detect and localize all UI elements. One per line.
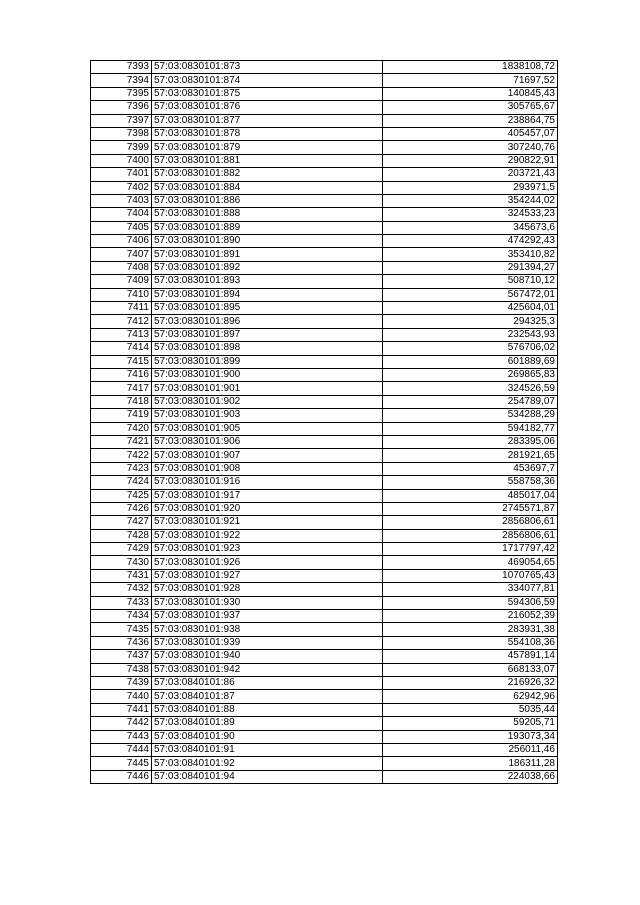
value-cell: 283931,38 <box>383 623 558 636</box>
row-number-cell: 7433 <box>91 596 152 609</box>
row-number-cell: 7396 <box>91 101 152 114</box>
value-cell: 216052,39 <box>383 610 558 623</box>
row-number-cell: 7393 <box>91 61 152 74</box>
cadastral-number-cell: 57:03:0830101:927 <box>152 569 383 582</box>
value-cell: 457891,14 <box>383 650 558 663</box>
cadastral-number-cell: 57:03:0830101:886 <box>152 194 383 207</box>
table-row <box>91 74 558 87</box>
table-row <box>91 529 558 542</box>
value-cell: 324533,23 <box>383 208 558 221</box>
cadastral-number-cell: 57:03:0830101:889 <box>152 221 383 234</box>
row-number-cell: 7441 <box>91 703 152 716</box>
row-number-cell: 7412 <box>91 315 152 328</box>
row-number-cell: 7406 <box>91 235 152 248</box>
table-row <box>91 556 558 569</box>
cadastral-number-cell: 57:03:0830101:905 <box>152 422 383 435</box>
value-cell: 534288,29 <box>383 409 558 422</box>
row-number-cell: 7398 <box>91 127 152 140</box>
table-row <box>91 194 558 207</box>
table-row <box>91 583 558 596</box>
row-number-cell: 7425 <box>91 489 152 502</box>
value-cell: 594306,59 <box>383 596 558 609</box>
cadastral-number-cell: 57:03:0840101:88 <box>152 703 383 716</box>
table-row <box>91 663 558 676</box>
table-row <box>91 543 558 556</box>
cadastral-number-cell: 57:03:0840101:86 <box>152 676 383 689</box>
value-cell: 354244,02 <box>383 194 558 207</box>
table-row <box>91 743 558 756</box>
value-cell: 269865,83 <box>383 368 558 381</box>
row-number-cell: 7408 <box>91 261 152 274</box>
value-cell: 59205,71 <box>383 717 558 730</box>
table-row <box>91 690 558 703</box>
row-number-cell: 7400 <box>91 154 152 167</box>
table-row <box>91 516 558 529</box>
row-number-cell: 7435 <box>91 623 152 636</box>
table-row <box>91 623 558 636</box>
cadastral-number-cell: 57:03:0830101:891 <box>152 248 383 261</box>
table-row <box>91 342 558 355</box>
cadastral-number-cell: 57:03:0840101:94 <box>152 770 383 783</box>
value-cell: 307240,76 <box>383 141 558 154</box>
value-cell: 567472,01 <box>383 288 558 301</box>
table-row <box>91 275 558 288</box>
value-cell: 345673,6 <box>383 221 558 234</box>
cadastral-number-cell: 57:03:0830101:920 <box>152 502 383 515</box>
cadastral-number-cell: 57:03:0830101:908 <box>152 462 383 475</box>
table-row <box>91 476 558 489</box>
table-row <box>91 596 558 609</box>
table-row <box>91 462 558 475</box>
row-number-cell: 7397 <box>91 114 152 127</box>
cadastral-number-cell: 57:03:0830101:875 <box>152 87 383 100</box>
row-number-cell: 7421 <box>91 435 152 448</box>
value-cell: 256011,46 <box>383 743 558 756</box>
table-row <box>91 703 558 716</box>
table-row <box>91 302 558 315</box>
cadastral-number-cell: 57:03:0830101:890 <box>152 235 383 248</box>
cadastral-number-cell: 57:03:0830101:892 <box>152 261 383 274</box>
row-number-cell: 7440 <box>91 690 152 703</box>
cadastral-number-cell: 57:03:0830101:877 <box>152 114 383 127</box>
cadastral-number-cell: 57:03:0840101:87 <box>152 690 383 703</box>
table-row <box>91 368 558 381</box>
cadastral-number-cell: 57:03:0840101:89 <box>152 717 383 730</box>
cadastral-number-cell: 57:03:0830101:895 <box>152 302 383 315</box>
row-number-cell: 7394 <box>91 74 152 87</box>
table-row <box>91 435 558 448</box>
cadastral-number-cell: 57:03:0830101:900 <box>152 368 383 381</box>
value-cell: 425604,01 <box>383 302 558 315</box>
cadastral-number-cell: 57:03:0830101:906 <box>152 435 383 448</box>
cadastral-number-cell: 57:03:0830101:893 <box>152 275 383 288</box>
table-row <box>91 208 558 221</box>
cadastral-number-cell: 57:03:0830101:928 <box>152 583 383 596</box>
table-row <box>91 141 558 154</box>
cadastral-number-cell: 57:03:0830101:873 <box>152 61 383 74</box>
row-number-cell: 7420 <box>91 422 152 435</box>
table-row <box>91 569 558 582</box>
table-row <box>91 676 558 689</box>
cadastral-number-cell: 57:03:0830101:903 <box>152 409 383 422</box>
table-row <box>91 502 558 515</box>
row-number-cell: 7439 <box>91 676 152 689</box>
row-number-cell: 7395 <box>91 87 152 100</box>
value-cell: 238864,75 <box>383 114 558 127</box>
row-number-cell: 7417 <box>91 382 152 395</box>
cadastral-number-cell: 57:03:0830101:937 <box>152 610 383 623</box>
table-row <box>91 248 558 261</box>
row-number-cell: 7422 <box>91 449 152 462</box>
value-cell: 283395,06 <box>383 435 558 448</box>
cadastral-number-cell: 57:03:0830101:907 <box>152 449 383 462</box>
cadastral-number-cell: 57:03:0840101:91 <box>152 743 383 756</box>
row-number-cell: 7407 <box>91 248 152 261</box>
table-row <box>91 127 558 140</box>
value-cell: 474292,43 <box>383 235 558 248</box>
row-number-cell: 7445 <box>91 757 152 770</box>
data-table <box>90 60 558 784</box>
cadastral-number-cell: 57:03:0830101:922 <box>152 529 383 542</box>
cadastral-number-cell: 57:03:0830101:939 <box>152 636 383 649</box>
cadastral-number-cell: 57:03:0830101:882 <box>152 168 383 181</box>
value-cell: 5035,44 <box>383 703 558 716</box>
cadastral-number-cell: 57:03:0840101:90 <box>152 730 383 743</box>
cadastral-number-cell: 57:03:0830101:916 <box>152 476 383 489</box>
table-row <box>91 422 558 435</box>
cadastral-number-cell: 57:03:0830101:923 <box>152 543 383 556</box>
value-cell: 576706,02 <box>383 342 558 355</box>
table-row <box>91 221 558 234</box>
table-row <box>91 717 558 730</box>
row-number-cell: 7399 <box>91 141 152 154</box>
value-cell: 216926,32 <box>383 676 558 689</box>
row-number-cell: 7434 <box>91 610 152 623</box>
row-number-cell: 7405 <box>91 221 152 234</box>
table-row <box>91 288 558 301</box>
table-row <box>91 757 558 770</box>
row-number-cell: 7436 <box>91 636 152 649</box>
cadastral-number-cell: 57:03:0830101:940 <box>152 650 383 663</box>
table-row <box>91 730 558 743</box>
value-cell: 203721,43 <box>383 168 558 181</box>
table-row <box>91 114 558 127</box>
cadastral-number-cell: 57:03:0830101:926 <box>152 556 383 569</box>
value-cell: 140845,43 <box>383 87 558 100</box>
row-number-cell: 7431 <box>91 569 152 582</box>
table-row <box>91 315 558 328</box>
table-row <box>91 328 558 341</box>
row-number-cell: 7411 <box>91 302 152 315</box>
row-number-cell: 7438 <box>91 663 152 676</box>
table-row <box>91 87 558 100</box>
value-cell: 353410,82 <box>383 248 558 261</box>
value-cell: 290822,91 <box>383 154 558 167</box>
row-number-cell: 7402 <box>91 181 152 194</box>
table-row <box>91 382 558 395</box>
row-number-cell: 7430 <box>91 556 152 569</box>
value-cell: 453697,7 <box>383 462 558 475</box>
row-number-cell: 7413 <box>91 328 152 341</box>
row-number-cell: 7419 <box>91 409 152 422</box>
value-cell: 186311,28 <box>383 757 558 770</box>
value-cell: 668133,07 <box>383 663 558 676</box>
table-row <box>91 181 558 194</box>
value-cell: 2856806,61 <box>383 516 558 529</box>
value-cell: 508710,12 <box>383 275 558 288</box>
table-row <box>91 449 558 462</box>
row-number-cell: 7442 <box>91 717 152 730</box>
value-cell: 232543,93 <box>383 328 558 341</box>
cadastral-number-cell: 57:03:0830101:881 <box>152 154 383 167</box>
table-row <box>91 61 558 74</box>
row-number-cell: 7426 <box>91 502 152 515</box>
cadastral-number-cell: 57:03:0830101:901 <box>152 382 383 395</box>
cadastral-number-cell: 57:03:0830101:942 <box>152 663 383 676</box>
cadastral-number-cell: 57:03:0830101:874 <box>152 74 383 87</box>
row-number-cell: 7404 <box>91 208 152 221</box>
value-cell: 601889,69 <box>383 355 558 368</box>
row-number-cell: 7428 <box>91 529 152 542</box>
row-number-cell: 7424 <box>91 476 152 489</box>
cadastral-number-cell: 57:03:0830101:921 <box>152 516 383 529</box>
value-cell: 1070765,43 <box>383 569 558 582</box>
table-row <box>91 235 558 248</box>
cadastral-number-cell: 57:03:0840101:92 <box>152 757 383 770</box>
row-number-cell: 7409 <box>91 275 152 288</box>
row-number-cell: 7427 <box>91 516 152 529</box>
cadastral-number-cell: 57:03:0830101:930 <box>152 596 383 609</box>
value-cell: 558758,36 <box>383 476 558 489</box>
value-cell: 2745571,87 <box>383 502 558 515</box>
value-cell: 469054,65 <box>383 556 558 569</box>
value-cell: 224038,66 <box>383 770 558 783</box>
value-cell: 293971,5 <box>383 181 558 194</box>
value-cell: 1838108,72 <box>383 61 558 74</box>
table-row <box>91 489 558 502</box>
value-cell: 193073,34 <box>383 730 558 743</box>
table-row <box>91 409 558 422</box>
value-cell: 291394,27 <box>383 261 558 274</box>
table-row <box>91 355 558 368</box>
table-row <box>91 650 558 663</box>
table-row <box>91 154 558 167</box>
value-cell: 254789,07 <box>383 395 558 408</box>
cadastral-number-cell: 57:03:0830101:879 <box>152 141 383 154</box>
value-cell: 334077,81 <box>383 583 558 596</box>
row-number-cell: 7446 <box>91 770 152 783</box>
value-cell: 324526,59 <box>383 382 558 395</box>
row-number-cell: 7403 <box>91 194 152 207</box>
table-row <box>91 636 558 649</box>
cadastral-number-cell: 57:03:0830101:898 <box>152 342 383 355</box>
cadastral-number-cell: 57:03:0830101:876 <box>152 101 383 114</box>
table-row <box>91 168 558 181</box>
table-row <box>91 610 558 623</box>
row-number-cell: 7401 <box>91 168 152 181</box>
value-cell: 1717797,42 <box>383 543 558 556</box>
value-cell: 2856806,61 <box>383 529 558 542</box>
cadastral-number-cell: 57:03:0830101:902 <box>152 395 383 408</box>
value-cell: 62942,96 <box>383 690 558 703</box>
value-cell: 485017,04 <box>383 489 558 502</box>
row-number-cell: 7414 <box>91 342 152 355</box>
value-cell: 554108,36 <box>383 636 558 649</box>
table-body <box>91 61 558 784</box>
cadastral-number-cell: 57:03:0830101:899 <box>152 355 383 368</box>
value-cell: 294325,3 <box>383 315 558 328</box>
row-number-cell: 7437 <box>91 650 152 663</box>
table-row <box>91 261 558 274</box>
value-cell: 305765,67 <box>383 101 558 114</box>
cadastral-number-cell: 57:03:0830101:938 <box>152 623 383 636</box>
table-row <box>91 101 558 114</box>
row-number-cell: 7415 <box>91 355 152 368</box>
row-number-cell: 7410 <box>91 288 152 301</box>
value-cell: 405457,07 <box>383 127 558 140</box>
row-number-cell: 7444 <box>91 743 152 756</box>
row-number-cell: 7429 <box>91 543 152 556</box>
row-number-cell: 7418 <box>91 395 152 408</box>
cadastral-number-cell: 57:03:0830101:917 <box>152 489 383 502</box>
cadastral-number-cell: 57:03:0830101:888 <box>152 208 383 221</box>
table-row <box>91 770 558 783</box>
row-number-cell: 7416 <box>91 368 152 381</box>
row-number-cell: 7423 <box>91 462 152 475</box>
cadastral-number-cell: 57:03:0830101:884 <box>152 181 383 194</box>
cadastral-number-cell: 57:03:0830101:878 <box>152 127 383 140</box>
cadastral-number-cell: 57:03:0830101:897 <box>152 328 383 341</box>
row-number-cell: 7432 <box>91 583 152 596</box>
row-number-cell: 7443 <box>91 730 152 743</box>
table-row <box>91 395 558 408</box>
cadastral-number-cell: 57:03:0830101:896 <box>152 315 383 328</box>
value-cell: 281921,65 <box>383 449 558 462</box>
value-cell: 594182,77 <box>383 422 558 435</box>
cadastral-number-cell: 57:03:0830101:894 <box>152 288 383 301</box>
value-cell: 71697,52 <box>383 74 558 87</box>
